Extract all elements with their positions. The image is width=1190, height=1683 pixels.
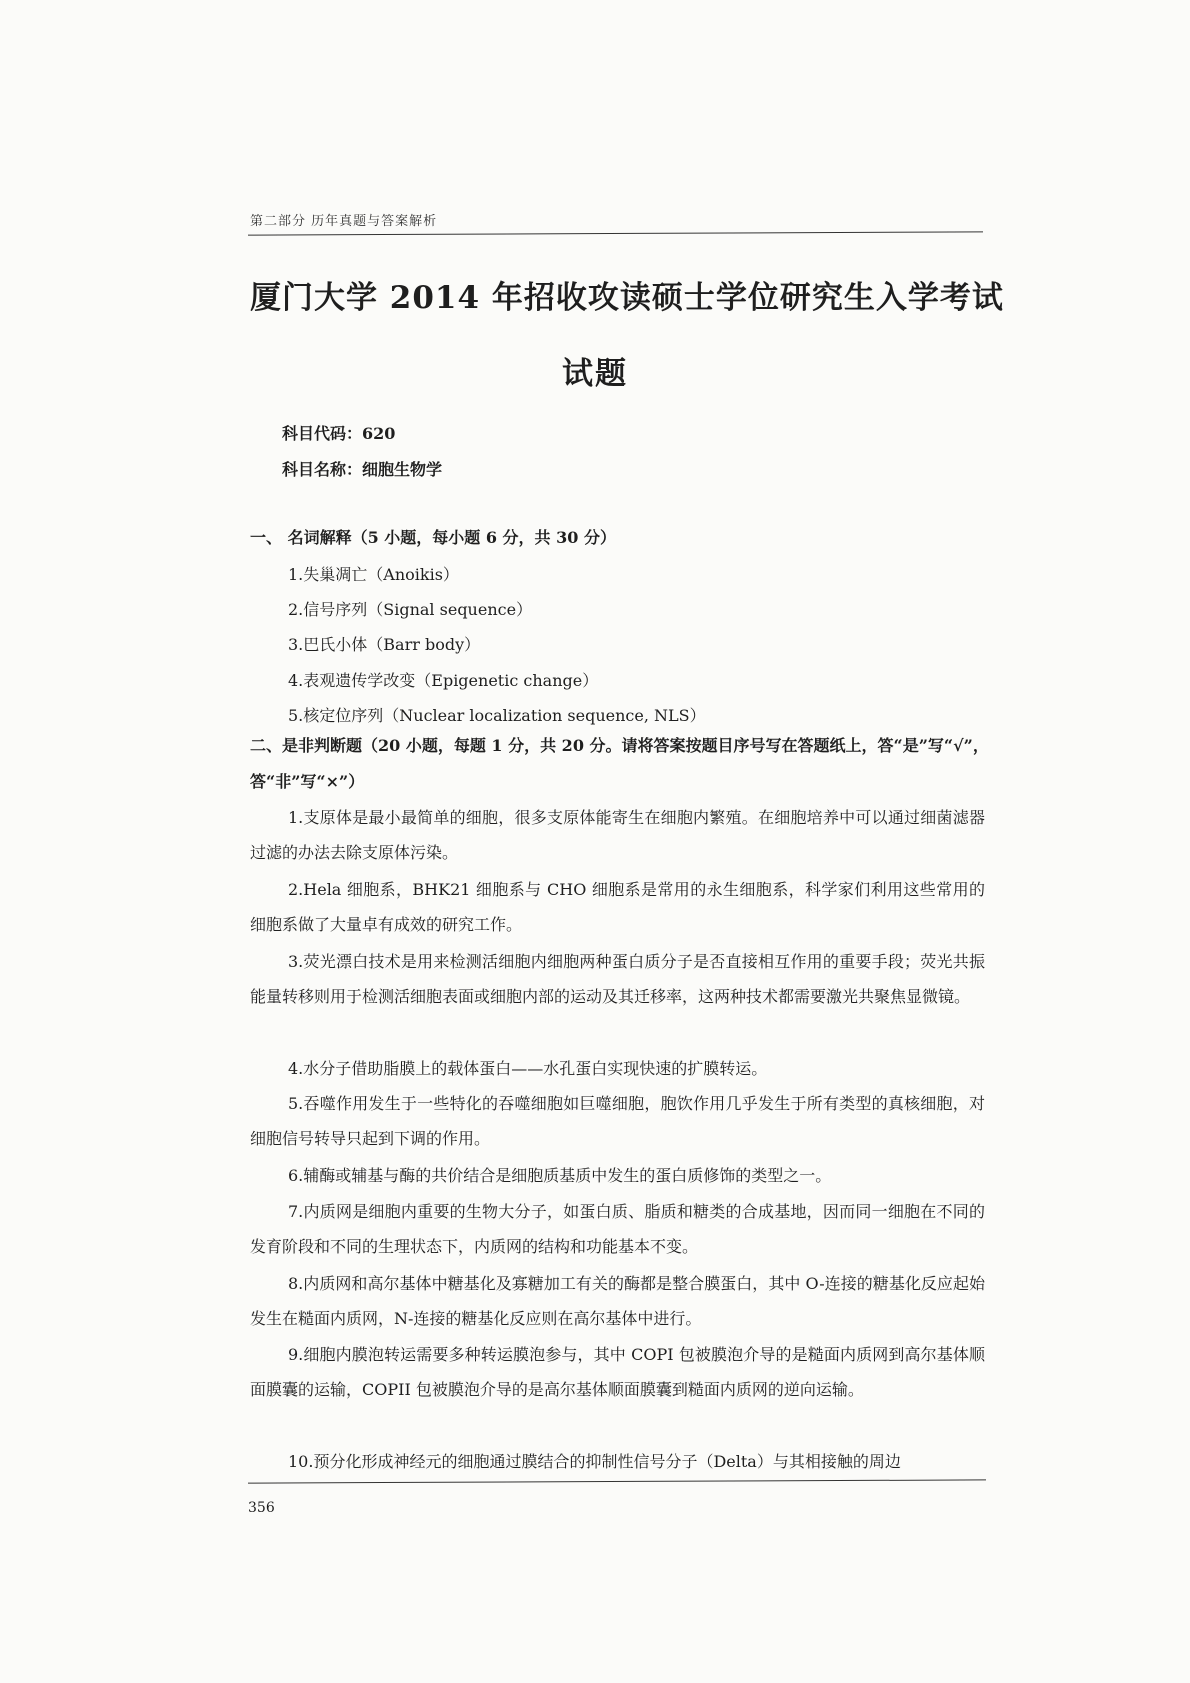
question: 5.吞噬作用发生于一些特化的吞噬细胞如巨噬细胞，胞饮作用几乎发生于所有类型的真核细胞，对细胞信号转导只起到下调的作用。 <box>250 1094 985 1148</box>
term-item: 1.失巢凋亡（Anoikis） <box>288 565 459 584</box>
term-item: 4.表观遗传学改变（Epigenetic change） <box>288 671 599 690</box>
exam-title: 厦门大学 2014 年招收攻读硕士学位研究生入学考试 <box>250 280 1004 316</box>
question: 10.预分化形成神经元的细胞通过膜结合的抑制性信号分子（Delta）与其相接触的周边 <box>288 1452 901 1471</box>
question: 1.支原体是最小最简单的细胞，很多支原体能寄生在细胞内繁殖。在细胞培养中可以通过细菌滤器过滤的办法去除支原体污染。 <box>250 808 985 862</box>
running-head: 第二部分 历年真题与答案解析 <box>250 214 438 229</box>
question: 3.荧光漂白技术是用来检测活细胞内细胞两种蛋白质分子是否直接相互作用的重要手段；荧光共振能量转移则用于检测活细胞表面或细胞内部的运动及其迁移率，这两种技术都需要激光共聚焦显微镜。 <box>250 952 985 1006</box>
question: 4.水分子借助脂膜上的载体蛋白——水孔蛋白实现快速的扩膜转运。 <box>288 1059 768 1078</box>
subject-name: 科目名称：细胞生物学 <box>282 460 443 479</box>
exam-subtitle: 试题 <box>562 356 628 392</box>
question: 7.内质网是细胞内重要的生物大分子，如蛋白质、脂质和糖类的合成基地，因而同一细胞在不同的发育阶段和不同的生理状态下，内质网的结构和功能基本不变。 <box>250 1202 985 1256</box>
term-item: 5.核定位序列（Nuclear localization sequence, NLS） <box>288 706 706 725</box>
header-rule <box>248 231 983 235</box>
term-item: 3.巴氏小体（Barr body） <box>288 635 481 654</box>
section1-heading: 一、 名词解释（5 小题，每小题 6 分，共 30 分） <box>250 528 616 547</box>
subject-code: 科目代码：620 <box>282 424 396 443</box>
footer-rule <box>248 1479 986 1483</box>
question: 9.细胞内膜泡转运需要多种转运膜泡参与，其中 COPI 包被膜泡介导的是糙面内质网到高尔基体顺面膜囊的运输，COPII 包被膜泡介导的是高尔基体顺面膜囊到糙面内质网的逆向运输。 <box>250 1345 985 1399</box>
question: 6.辅酶或辅基与酶的共价结合是细胞质基质中发生的蛋白质修饰的类型之一。 <box>288 1166 832 1185</box>
section2-heading: 二、是非判断题（20 小题，每题 1 分，共 20 分。请将答案按题目序号写在答题纸上，答“是”写“√”，答“非”写“×”） <box>250 736 989 791</box>
page-number: 356 <box>248 1500 275 1516</box>
question: 8.内质网和高尔基体中糖基化及寡糖加工有关的酶都是整合膜蛋白，其中 O-连接的糖基化反应起始发生在糙面内质网，N-连接的糖基化反应则在高尔基体中进行。 <box>250 1274 985 1328</box>
question: 2.Hela 细胞系，BHK21 细胞系与 CHO 细胞系是常用的永生细胞系，科学家们利用这些常用的细胞系做了大量卓有成效的研究工作。 <box>250 880 985 934</box>
term-item: 2.信号序列（Signal sequence） <box>288 600 533 619</box>
